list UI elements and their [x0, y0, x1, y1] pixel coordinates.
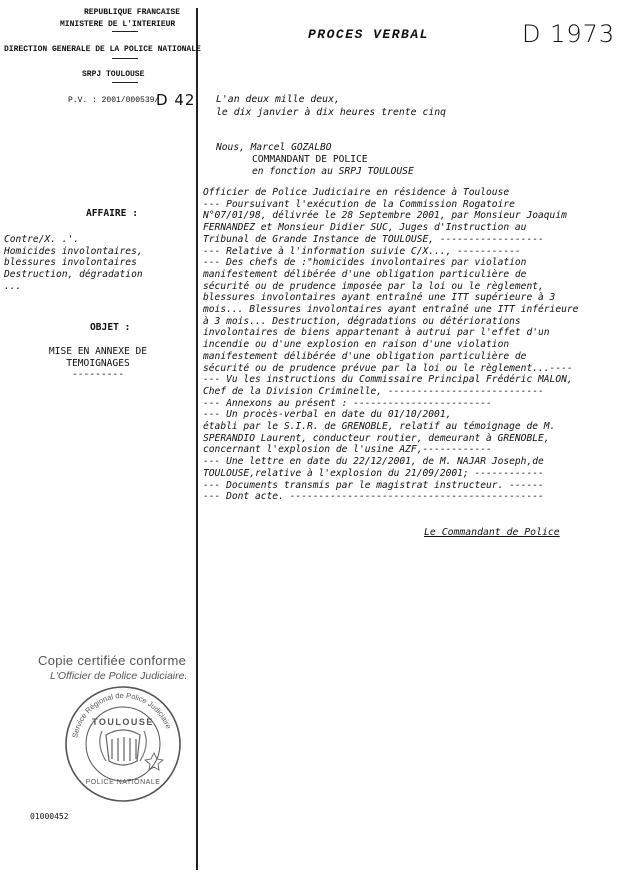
- service-label: SRPJ TOULOUSE: [82, 70, 145, 79]
- body-line: --- Documents transmis par le magistrat instructeur. ------: [203, 479, 544, 491]
- stamp-officer-label: L'Officier de Police Judiciaire.: [50, 670, 188, 682]
- officer-function: en fonction au SRPJ TOULOUSE: [252, 165, 414, 177]
- body-line: à 3 mois... Destruction, dégradations ou détériorations: [203, 315, 521, 327]
- body-line: Officier de Police Judiciaire en résidence à Toulouse: [203, 187, 510, 198]
- body-line: --- Dont acte. --------------------------------------------: [203, 491, 544, 503]
- affaire-list: [4, 234, 143, 293]
- date-line: le dix janvier à dix heures trente cinq: [216, 107, 447, 118]
- body-line: --- Des chefs de :"homicides involontaires par violation: [203, 257, 527, 269]
- body-line: --- Annexons au présent : ------------------------: [203, 397, 492, 409]
- body-line: manifestement délibérée d'une obligation particulière de: [203, 268, 527, 280]
- body-line: TOULOUSE,relative à l'explosion du 21/09/2001; ------------: [203, 467, 544, 479]
- body-line: manifestement délibérée d'une obligation particulière de: [203, 350, 527, 362]
- officer-name: Nous, Marcel GOZALBO: [216, 142, 332, 153]
- body-line: --- Relative à l'information suivie C/X..., -----------: [203, 245, 521, 257]
- body-line: --- Une lettre en date du 22/12/2001, de M. NAJAR Joseph,de: [203, 456, 544, 468]
- stamp-certified-copy: Copie certifiée conforme: [38, 653, 187, 668]
- date-line: L'an deux mille deux,: [216, 94, 340, 105]
- officer-rank: COMMANDANT DE POLICE: [252, 153, 368, 165]
- body-line: concernant l'explosion de l'usine AZF,------------: [203, 444, 492, 456]
- affaire-line: ...: [4, 280, 22, 292]
- proces-verbal-body: [203, 187, 615, 503]
- direction-label: DIRECTION GENERALE DE LA POLICE NATIONALE: [4, 45, 201, 54]
- body-line: --- Vu les instructions du Commissaire Principal Frédéric MALON,: [203, 374, 573, 386]
- objet-heading: OBJET :: [90, 322, 131, 333]
- body-line: involontaires de biens appartenant à autrui par l'effet d'un: [203, 327, 550, 339]
- header-rule: [112, 82, 138, 83]
- affaire-line: Contre/X. .'.: [4, 234, 80, 245]
- objet-line: TEMOIGNAGES: [66, 357, 130, 369]
- body-line: sécurité ou de prudence prévue par la loi ou le règlement...----: [203, 362, 573, 374]
- document-title: PROCES VERBAL: [308, 27, 429, 42]
- objet-line: ---------: [72, 369, 124, 380]
- officer-block: [216, 142, 414, 177]
- body-line: --- Un procès-verbal en date du 01/10/2001,: [203, 409, 452, 421]
- header-rule: [112, 31, 138, 32]
- date-block: [216, 93, 446, 119]
- body-line: établi par le S.I.R. de GRENOBLE, relatif au témoignage de M.: [203, 421, 556, 433]
- ministry-label: MINISTERE DE L'INTERIEUR: [60, 20, 176, 29]
- body-line: SPERANDIO Laurent, conducteur routier, demeurant à GRENOBLE,: [203, 432, 550, 444]
- pv-number: P.V. : 2001/000539/: [68, 96, 160, 105]
- affaire-line: Homicides involontaires,: [4, 245, 143, 257]
- affaire-heading: AFFAIRE :: [86, 208, 138, 219]
- body-line: mois... Blessures involontaires ayant entraîné une ITT inférieure: [203, 304, 579, 316]
- body-line: --- Poursuivant l'exécution de la Commission Rogatoire: [203, 198, 515, 210]
- objet-block: [4, 346, 192, 381]
- affaire-line: Destruction, dégradation: [4, 269, 143, 281]
- body-line: blessures involontaires ayant entraîné une ITT supérieure à 3: [203, 292, 556, 304]
- margin-divider: [196, 8, 198, 870]
- police-seal-icon: [62, 683, 184, 805]
- footer-document-code: 01000452: [30, 812, 69, 821]
- seal-bottom-text: POLICE NATIONALE: [85, 779, 161, 786]
- affaire-line: blessures involontaires: [4, 257, 137, 269]
- republic-label: REPUBLIQUE FRANCAISE: [84, 8, 181, 17]
- seal-ring-text: Service Régional de Police Judiciaire: [70, 690, 174, 739]
- seal-city: TOULOUSE: [92, 717, 154, 727]
- body-line: incendie ou d'une explosion en raison d'une violation: [203, 339, 510, 351]
- signature-line: Le Commandant de Police: [424, 527, 560, 538]
- pv-handwritten-number: D 42: [156, 91, 196, 109]
- body-line: Tribunal de Grande Instance de TOULOUSE, ------------------: [203, 233, 544, 245]
- body-line: N°07/01/98, délivrée le 28 Septembre 2001, par Monsieur Joaquim: [203, 210, 567, 222]
- document-handwritten-reference: D 1973: [522, 20, 616, 48]
- header-rule: [112, 58, 138, 59]
- body-line: FERNANDEZ et Monsieur Didier SUC, Juges d'Instruction au: [203, 222, 527, 234]
- body-line: sécurité ou de prudence imposée par la loi ou le règlement,: [203, 280, 544, 292]
- objet-line: MISE EN ANNEXE DE: [48, 346, 148, 357]
- body-line: Chef de la Division Criminelle, ---------------------------: [203, 385, 544, 397]
